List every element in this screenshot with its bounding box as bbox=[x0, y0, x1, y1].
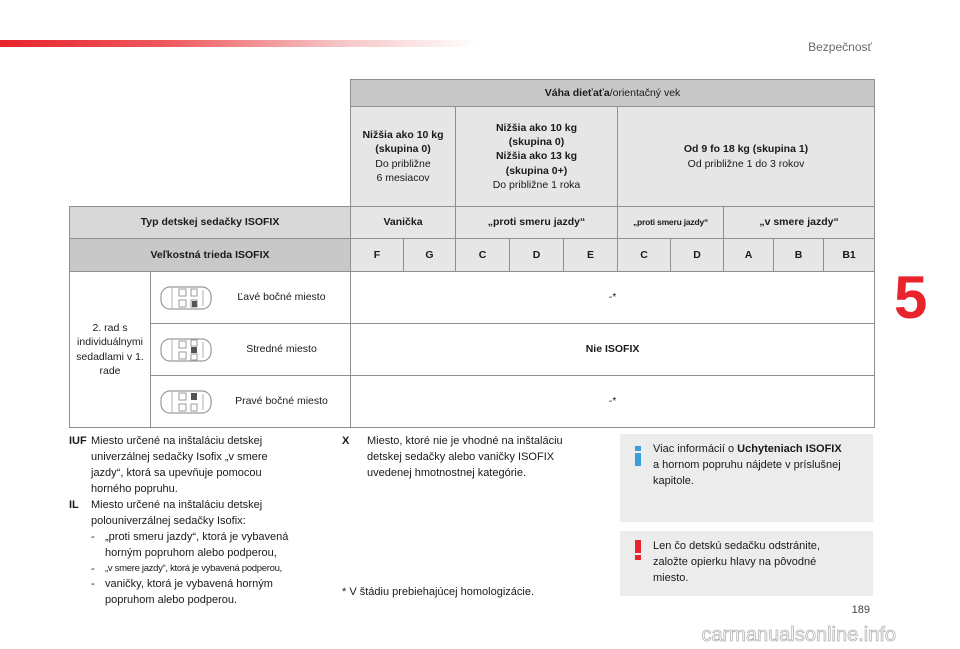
weight-group-2: Nižšia ako 10 kg (skupina 0) Nižšia ako 13 kg (skupina 0+) Do približne 1 roka bbox=[456, 107, 618, 207]
size-class-cell: E bbox=[564, 239, 618, 272]
type-bassinet: Vanička bbox=[351, 207, 456, 239]
size-class-cell: A bbox=[724, 239, 774, 272]
size-class-cell: G bbox=[404, 239, 456, 272]
type-rear-facing-2: „proti smeru jazdy“ bbox=[618, 207, 724, 239]
size-class-cell: D bbox=[510, 239, 564, 272]
exclamation-icon bbox=[633, 540, 643, 560]
seat-middle-value: Nie ISOFIX bbox=[351, 324, 875, 376]
warning-box: Len čo detskú sedačku odstránite, založte opierku hlavy na pôvodné miesto. bbox=[620, 531, 873, 596]
car-seat-middle-icon bbox=[159, 337, 213, 363]
size-class-cell: D bbox=[671, 239, 724, 272]
weight-group-3: Od 9 fo 18 kg (skupina 1) Od približne 1 do 3 rokov bbox=[618, 107, 875, 207]
size-class-label: Veľkostná trieda ISOFIX bbox=[70, 239, 351, 272]
footnote: * V štádiu prebiehajúcej homologizácie. bbox=[342, 586, 535, 598]
legend-mid: X Miesto, ktoré nie je vhodné na inštaláciu detskej sedačky alebo vaničky ISOFIX uvedenej hmotnostnej kategórie. bbox=[342, 435, 563, 479]
size-class-cell: C bbox=[618, 239, 671, 272]
seat-middle: Stredné miesto bbox=[151, 324, 351, 376]
section-title: Bezpečnosť bbox=[808, 40, 872, 54]
info-box: Viac informácií o Uchyteniach ISOFIX a hornom popruhu nájdete v príslušnej kapitole. bbox=[620, 434, 873, 522]
weight-header: Váha dieťaťa/orientačný vek bbox=[351, 80, 875, 107]
size-class-cell: C bbox=[456, 239, 510, 272]
info-icon bbox=[633, 446, 643, 466]
page-number: 189 bbox=[851, 604, 870, 616]
header-accent-bar bbox=[0, 40, 480, 47]
legend-abbr-iuf: IUF bbox=[69, 435, 87, 447]
seat-left-value: -* bbox=[351, 272, 875, 324]
watermark-text: carmanualsonline.info bbox=[701, 624, 896, 646]
seat-right: Pravé bočné miesto bbox=[151, 376, 351, 428]
size-class-cell: B bbox=[774, 239, 824, 272]
legend-abbr-x: X bbox=[342, 435, 350, 447]
type-label: Typ detskej sedačky ISOFIX bbox=[70, 207, 351, 239]
size-class-cell: F bbox=[351, 239, 404, 272]
seat-right-value: -* bbox=[351, 376, 875, 428]
isofix-table bbox=[69, 79, 875, 428]
type-forward-facing: „v smere jazdy“ bbox=[724, 207, 875, 239]
seat-left: Ľavé bočné miesto bbox=[151, 272, 351, 324]
chapter-number: 5 bbox=[894, 264, 928, 331]
type-rear-facing: „proti smeru jazdy“ bbox=[456, 207, 618, 239]
legend-left: IUF Miesto určené na inštaláciu detskej univerzálnej sedačky Isofix „v smere jazdy“, ktorá sa upevňuje pomocou horného popruhu. IL Miesto určené na inštaláciu detskej polouniverzálnej sedačky Isofix: - „proti smeru jazdy“, ktorá je vybavená horným popruhom alebo podperou, - „v smere jazdy“, ktorá je vybavená podperou, - vaničky, ktorá je vybavená horným popruhom alebo podperou. bbox=[69, 435, 289, 607]
car-seat-right-icon bbox=[159, 389, 213, 415]
car-seat-left-icon bbox=[159, 285, 213, 311]
legend-abbr-il: IL bbox=[69, 498, 79, 511]
weight-group-1: Nižšia ako 10 kg (skupina 0) Do približne 6 mesiacov bbox=[351, 107, 456, 207]
row-label: 2. rad s individuálnymi sedadlami v 1. rade bbox=[70, 272, 151, 428]
size-class-cell: B1 bbox=[824, 239, 875, 272]
